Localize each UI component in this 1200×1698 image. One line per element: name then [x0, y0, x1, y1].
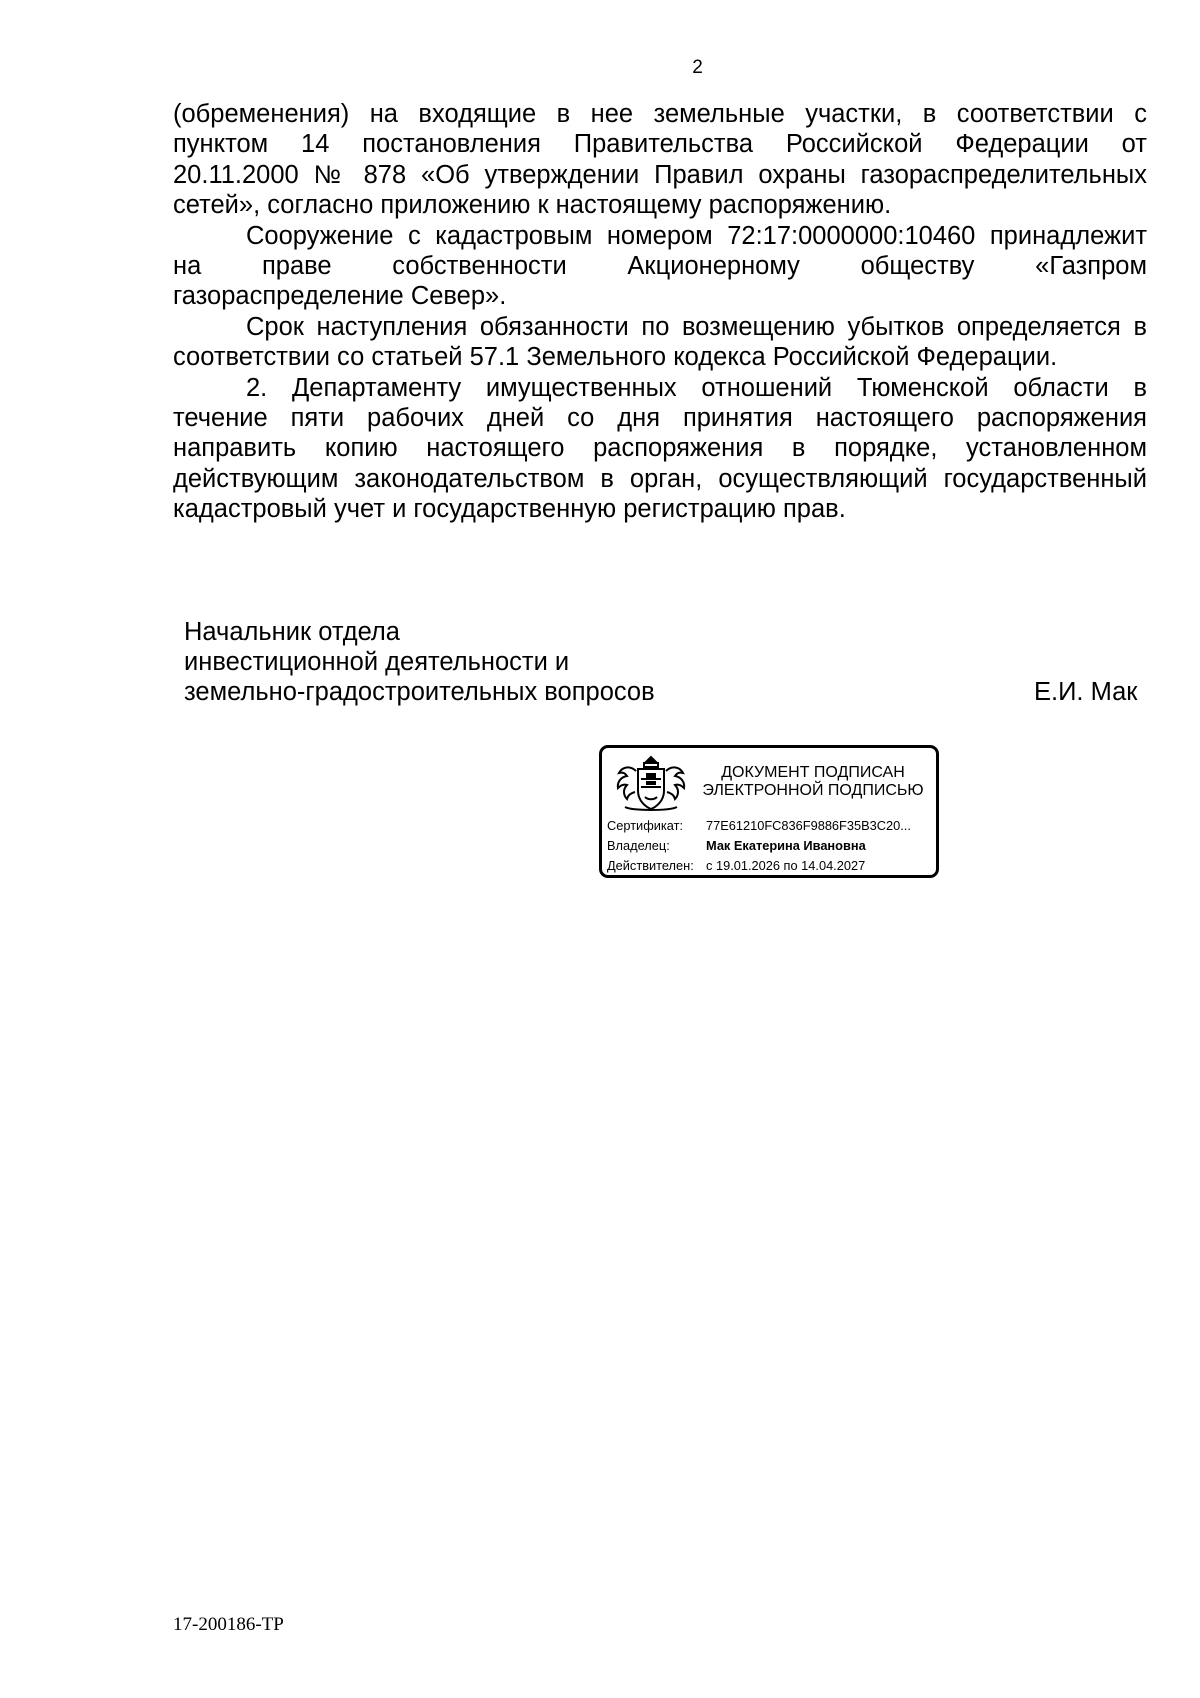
- paragraph-encumbrance: [173, 99, 1147, 221]
- validity-value: с 19.01.2026 по 14.04.2027: [706, 858, 866, 873]
- document-body: [173, 99, 1147, 525]
- text-line: (обременения) на входящие в нее земельные участки, в соответствии с: [173, 100, 1147, 128]
- owner-label: Владелец:: [607, 838, 670, 853]
- document-code: 17-200186-ТР: [173, 1614, 284, 1635]
- certificate-row: [607, 816, 911, 836]
- electronic-signature-stamp: [599, 745, 939, 878]
- validity-row: [607, 856, 911, 876]
- stamp-title: [698, 764, 928, 800]
- text-line: Срок наступления обязанности по возмещению убытков определяется в: [246, 312, 1147, 341]
- stamp-title-line: ДОКУМЕНТ ПОДПИСАН: [721, 764, 905, 781]
- text-line: на праве собственности Акционерному обществу «Газпром: [173, 252, 1147, 281]
- text-line: течение пяти рабочих дней со дня принятия настоящего распоряжения: [173, 404, 1147, 433]
- text-line: 2. Департаменту имущественных отношений Тюменской области в: [246, 373, 1147, 402]
- text-line: действующим законодательством в орган, осуществляющий государственный: [173, 464, 1147, 493]
- stamp-title-line: ЭЛЕКТРОННОЙ ПОДПИСЬЮ: [702, 782, 924, 799]
- validity-label: Действителен:: [607, 858, 694, 873]
- owner-row: [607, 836, 911, 856]
- signatory-position: [184, 617, 655, 708]
- text-line: газораспределение Север».: [173, 282, 507, 311]
- text-line: кадастровый учет и государственную регистрацию прав.: [173, 495, 846, 524]
- certificate-value: 77E61210FC836F9886F35B3C20...: [706, 818, 911, 833]
- page-number: 2: [692, 57, 703, 78]
- paragraph-compensation: [173, 312, 1147, 373]
- tyumen-coat-of-arms-icon: [611, 753, 691, 815]
- position-line: Начальник отдела: [184, 618, 400, 646]
- paragraph-ownership: [173, 221, 1147, 312]
- text-line: пунктом 14 постановления Правительства Российской Федерации от: [173, 130, 1147, 159]
- position-line: инвестиционной деятельности и: [184, 648, 570, 677]
- text-line: соответствии со статьей 57.1 Земельного кодекса Российской Федерации.: [173, 343, 1058, 372]
- signatory-name: Е.И. Мак: [1034, 678, 1138, 706]
- certificate-label: Сертификат:: [607, 818, 684, 833]
- owner-value: Мак Екатерина Ивановна: [706, 838, 866, 853]
- text-line: Сооружение с кадастровым номером 72:17:0000000:10460 принадлежит: [246, 221, 1147, 250]
- text-line: направить копию настоящего распоряжения в порядке, установленном: [173, 434, 1147, 463]
- position-line: земельно-градостроительных вопросов: [184, 678, 655, 707]
- stamp-details: [607, 816, 911, 876]
- text-line: 20.11.2000 № 878 «Об утверждении Правил охраны газораспределительных: [173, 160, 1147, 189]
- paragraph-department-instruction: [173, 373, 1147, 525]
- text-line: сетей», согласно приложению к настоящему распоряжению.: [173, 191, 892, 220]
